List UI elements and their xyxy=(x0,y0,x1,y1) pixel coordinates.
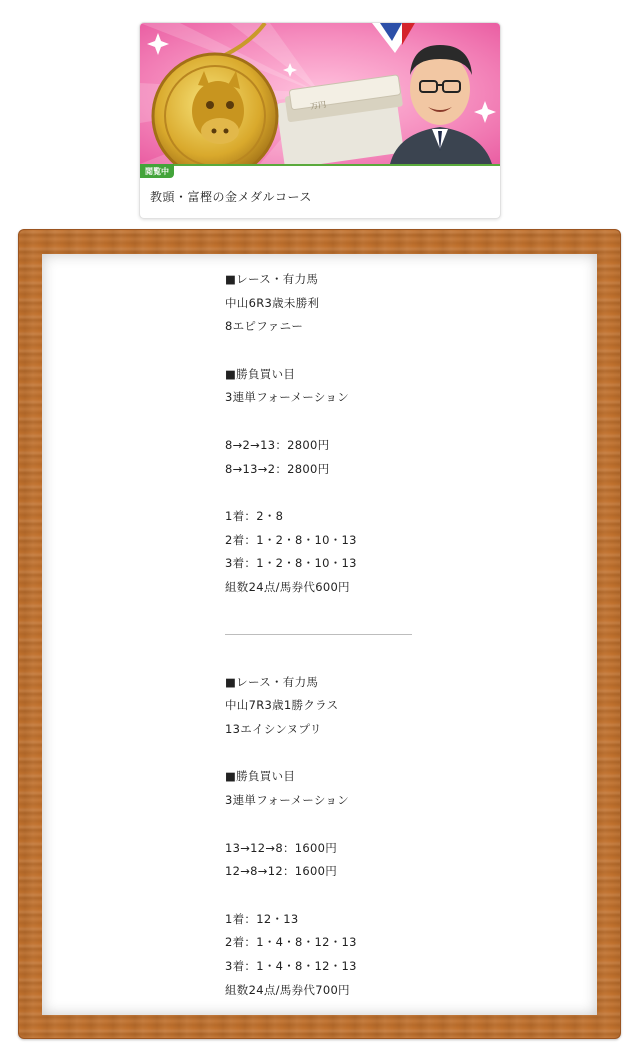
blank-line xyxy=(225,339,555,363)
viewing-badge: 閲覧中 xyxy=(140,164,174,178)
article-line: 8→2→13：2800円 xyxy=(225,437,330,452)
article-line: 組数24点/馬券代600円 xyxy=(225,579,350,594)
article-line: 2着：1・2・8・10・13 xyxy=(225,532,357,547)
blank-line xyxy=(225,742,555,766)
blank-line xyxy=(225,600,555,624)
article-paper xyxy=(42,254,597,1015)
blank-line xyxy=(225,410,555,434)
section-heading: ■レース・有力馬 xyxy=(225,674,319,689)
article-line: 13→12→8：1600円 xyxy=(225,840,338,855)
course-card[interactable] xyxy=(139,22,501,219)
article-line: 8→13→2：2800円 xyxy=(225,461,330,476)
blank-line xyxy=(225,481,555,505)
article-line: 12→8→12：1600円 xyxy=(225,864,338,879)
section-heading: ■レース・有力馬 xyxy=(225,272,319,286)
article-line: 組数24点/馬券代700円 xyxy=(225,982,350,997)
article-line: 3着：1・4・8・12・13 xyxy=(225,958,357,973)
article-content xyxy=(225,268,555,1002)
article-line: 8エピファニー xyxy=(225,319,304,334)
wooden-frame xyxy=(18,229,621,1039)
article-line: 3連単フォーメーション xyxy=(225,793,350,808)
article-line: 3連単フォーメーション xyxy=(225,390,350,405)
article-line: 1着：12・13 xyxy=(225,911,299,926)
blank-line xyxy=(225,647,555,671)
article-line: 中山7R3歳1勝クラス xyxy=(225,698,339,713)
svg-text:万円: 万円 xyxy=(309,99,327,112)
article-line: 3着：1・2・8・10・13 xyxy=(225,556,357,571)
blank-line xyxy=(225,884,555,908)
article-line: 13エイシンヌプリ xyxy=(225,722,322,737)
article-line: 中山6R3歳未勝利 xyxy=(225,295,320,310)
article-line: 1着：2・8 xyxy=(225,508,284,523)
section-heading: ■勝負買い目 xyxy=(225,769,296,784)
blank-line xyxy=(225,813,555,837)
article-line: 2着：1・4・8・12・13 xyxy=(225,935,357,950)
course-title[interactable]: 教頭・富樫の金メダルコース xyxy=(150,190,312,204)
section-divider xyxy=(225,623,555,647)
section-heading: ■勝負買い目 xyxy=(225,366,296,381)
course-banner-image xyxy=(140,23,500,166)
